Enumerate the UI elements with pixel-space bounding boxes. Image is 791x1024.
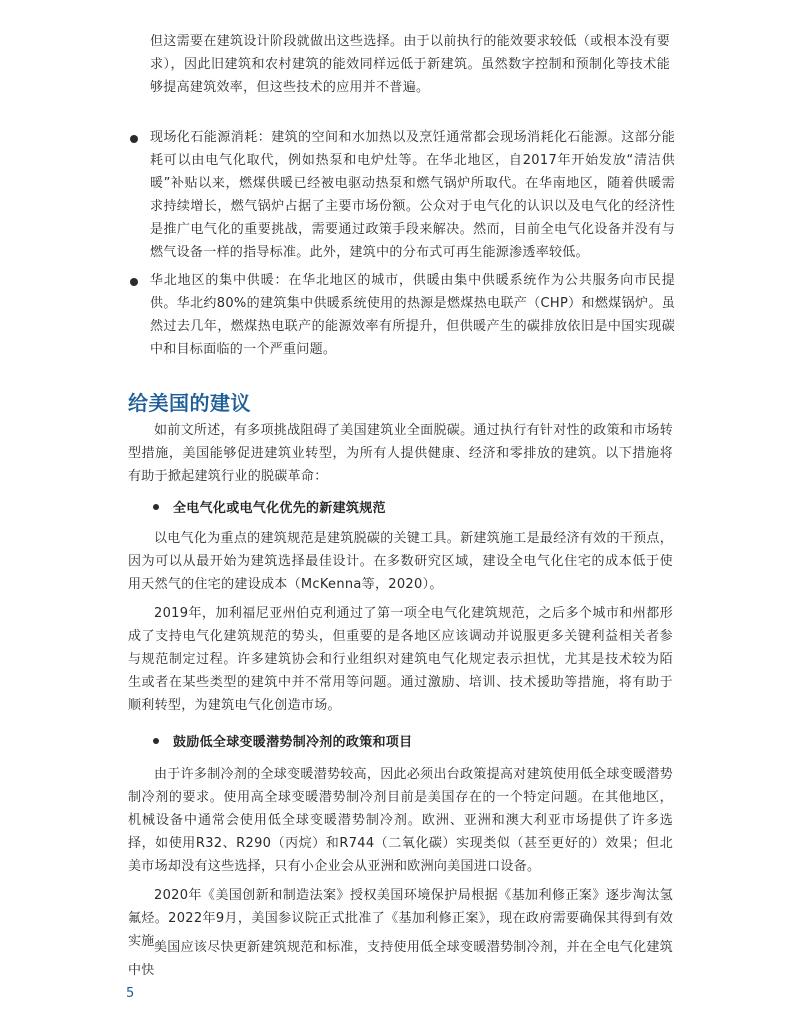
section-title: 给美国的建议 <box>128 391 251 415</box>
electrification-paragraph-1: 以电气化为重点的建筑规范是建筑脱碳的关键工具。新建筑施工是最经济有效的干预点，因为可以从最开始为建筑选择最佳设计。在多数研究区域，建设全电气化住宅的成本低于使用天然气的住宅的建设成本（McKenna等，2020）。 <box>128 531 673 592</box>
bullet-dot <box>130 278 138 286</box>
subsection-heading-refrigerant: 鼓励低全球变暖潜势制冷剂的政策和项目 <box>173 735 413 750</box>
bullet-fossil-energy: 现场化石能源消耗：建筑的空间和水加热以及烹饪通常都会现场消耗化石能源。这部分能耗可以由电气化取代，例如热泵和电炉灶等。在华北地区，自2017年开始发放“清洁供暖”补贴以来，燃煤供暖已经被电驱动热泵和燃气锅炉所取代。在华南地区，随着供暖需求持续增长，燃气锅炉占据了主要市场份额。公众对于电气化的认识以及电气化的经济性是推广电气化的重要挑战，需要通过政策手段来解决。然而，目前全电气化设备并没有与燃气设备一样的指导标准。此外，建筑中的分布式可再生能源渗透率较低。 <box>150 130 675 260</box>
section-intro: 如前文所述，有多项挑战阻碍了美国建筑业全面脱碳。通过执行有针对性的政策和市场转型措施，美国能够促进建筑业转型，为所有人提供健康、经济和零排放的建筑。以下措施将有助于掀起建筑行业的脱碳革命： <box>128 423 673 484</box>
continuation-paragraph: 但这需要在建筑设计阶段就做出这些选择。由于以前执行的能效要求较低（或根本没有要求），因此旧建筑和农村建筑的能效同样远低于新建筑。虽然数字控制和预制化等技术能够提高建筑效率，但这些技术的应用并不普遍。 <box>150 34 670 95</box>
sub-bullet-dot <box>153 738 159 744</box>
refrigerant-paragraph-1: 由于许多制冷剂的全球变暖潜势较高，因此必须出台政策提高对建筑使用低全球变暖潜势制冷剂的要求。使用高全球变暖潜势制冷剂目前是美国存在的一个特定问题。在其他地区，机械设备中通常会使用低全球变暖潜势制冷剂。欧洲、亚洲和澳大利亚市场提供了许多选择，如使用R32、R290（丙烷）和R744（二氧化碳）实现类似（甚至更好的）效果；但北美市场却没有这些选择，只有小企业会从亚洲和欧洲向美国进口设备。 <box>128 767 673 874</box>
electrification-paragraph-2: 2019年，加利福尼亚州伯克利通过了第一项全电气化建筑规范，之后多个城市和州都形成了支持电气化建筑规范的势头，但重要的是各地区应该调动并说服更多关键利益相关者参与规范制定过程。许多建筑协会和行业组织对建筑电气化规定表示担忧，尤其是技术较为陌生或者在某些类型的建筑中并不常用等问题。通过激励、培训、技术援助等措施，将有助于顺利转型，为建筑电气化创造市场。 <box>128 606 673 713</box>
bullet-district-heating: 华北地区的集中供暖：在华北地区的城市，供暖由集中供暖系统作为公共服务向市民提供。华北约80%的建筑集中供暖系统使用的热源是燃煤热电联产（CHP）和燃煤锅炉。虽然过去几年，燃煤热电联产的能源效率有所提升，但供暖产生的碳排放依旧是中国实现碳中和目标面临的一个严重问题。 <box>150 273 675 357</box>
bullet-dot <box>130 135 138 143</box>
subsection-heading-electrification: 全电气化或电气化优先的新建筑规范 <box>173 501 386 516</box>
refrigerant-paragraph-2: 2020年《美国创新和制造法案》授权美国环境保护局根据《基加利修正案》逐步淘汰氢氟烃。2022年9月，美国参议院正式批准了《基加利修正案》，现在政府需要确保其得到有效实施。 <box>128 888 673 949</box>
page-number: 5 <box>126 986 135 1001</box>
sub-bullet-dot <box>153 504 159 510</box>
refrigerant-paragraph-3: 美国应该尽快更新建筑规范和标准，支持使用低全球变暖潜势制冷剂，并在全电气化建筑中快 <box>128 940 673 978</box>
